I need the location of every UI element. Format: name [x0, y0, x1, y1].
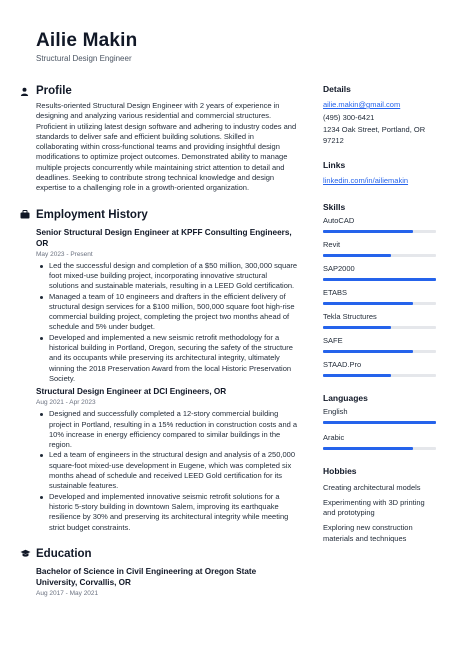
job-entry: [36, 386, 298, 533]
education-title: Education: [36, 547, 92, 560]
language-item: [323, 407, 436, 424]
profile-text: Results-oriented Structural Design Engineer with 2 years of experience in designing and analyzing various residential and commercial structures. Proficient in utilizing latest design software and adhering to industry codes and standards to deliver safe and efficient building solutions. Skilled in collaborating within cross-functional teams and providing insightful design modifications to optimize project outcomes. Demonstrated ability to manage multiple projects concurrently while maintaining strict attention to detail and deadlines. Seeking to contribute strong technical knowledge and design expertise to a challenging role in a growth-oriented organization.: [36, 101, 297, 193]
skill-name: ETABS: [323, 287, 348, 297]
job-bullets: [36, 261, 298, 385]
address: 1234 Oak Street, Portland, OR 97212: [323, 125, 426, 145]
skill-level-bar: [323, 302, 436, 305]
job-bullet: Designed and successfully completed a 12-story commercial building project in Portland, resulting in a 15% reduction in construction costs and a 10% increase in energy efficiency compared to similar buildings in the region.: [36, 409, 298, 450]
skill-level-bar: [323, 254, 436, 257]
hobby-item: Experimenting with 3D printing and prototyping: [323, 497, 425, 518]
hobby-item: Exploring new construction materials and techniques: [323, 523, 413, 543]
job-bullet: Managed a team of 10 engineers and drafters in the efficient delivery of structural design services for a $100 million, 500,000 square foot high-rise commercial building project, completing the project two months ahead of schedule and 5% under budget.: [36, 292, 298, 333]
employment-title: Employment History: [36, 208, 148, 221]
details-section: [323, 84, 436, 146]
skill-level-bar: [323, 230, 436, 233]
skill-name: STAAD.Pro: [323, 359, 362, 369]
skill-name: Tekla Structures: [323, 311, 377, 321]
languages-title: Languages: [323, 392, 368, 403]
profile-section: [20, 84, 298, 194]
language-item: [323, 433, 436, 450]
person-icon: [20, 87, 36, 96]
main-column: [20, 84, 298, 598]
skills-title: Skills: [323, 201, 346, 212]
languages-section: [323, 393, 436, 450]
skill-level-fill: [323, 326, 391, 329]
details-title: Details: [323, 84, 351, 94]
graduation-cap-icon: [20, 549, 36, 558]
briefcase-icon: [20, 210, 36, 219]
profile-heading: [20, 84, 298, 98]
employment-section: [20, 208, 298, 533]
job-entry: [36, 227, 298, 385]
skill-item: [323, 240, 436, 257]
linkedin-link[interactable]: linkedin.com/in/ailiemakin: [323, 176, 409, 185]
hobbies-section: [323, 466, 436, 544]
language-name: English: [323, 406, 348, 416]
candidate-role: Structural Design Engineer: [36, 54, 132, 63]
skill-level-bar: [323, 326, 436, 329]
job-date: Aug 2021 - Apr 2023: [36, 399, 96, 407]
skill-item: [323, 336, 436, 353]
employment-heading: [20, 208, 298, 222]
degree-title: Bachelor of Science in Civil Engineering at Oregon State University, Corvallis, OR: [36, 566, 257, 587]
education-entry: [36, 566, 298, 598]
language-name: Arabic: [323, 432, 345, 442]
skill-level-fill: [323, 302, 413, 305]
degree-date: Aug 2017 - May 2021: [36, 589, 99, 597]
resume-header: [36, 30, 137, 63]
skill-level-bar: [323, 350, 436, 353]
hobby-item: Creating architectural models: [323, 482, 421, 492]
skill-name: SAFE: [323, 335, 343, 345]
skill-item: [323, 216, 436, 233]
skill-level-bar: [323, 374, 436, 377]
phone-number: (495) 300-6421: [323, 112, 375, 122]
job-bullet: Led the successful design and completion of a $50 million, 300,000 square foot mixed-use building project, incorporating innovative structural solutions and sustainable materials, resulting in a LEED Gold certification.: [36, 261, 298, 292]
skill-item: [323, 360, 436, 377]
job-bullet: Led a team of engineers in the structural design and analysis of a 250,000 square-foot mixed-use development in Eugene, which was completed six months ahead of schedule and received LEED Gold certification for its sustainable features.: [36, 450, 298, 491]
skill-level-fill: [323, 230, 413, 233]
links-title: Links: [323, 160, 346, 170]
skill-item: [323, 288, 436, 305]
education-heading: [20, 547, 298, 561]
job-bullet: Developed and implemented innovative seismic retrofit solutions for a historic 5-story building in downtown Salem, improving its earthquake resilience by 30% and preserving its architectural integrity while meeting strict budget constraints.: [36, 492, 298, 533]
skill-name: SAP2000: [323, 263, 355, 273]
skill-level-bar: [323, 278, 436, 281]
language-level-fill: [323, 447, 413, 450]
language-level-bar: [323, 421, 436, 424]
skill-name: AutoCAD: [323, 215, 355, 225]
job-bullet: Developed and implemented a new seismic retrofit methodology for a historical building in Portland, Oregon, securing the safety of the structure and its occupants while preserving its architectural integrity, ultimately winning the 2018 Preservation Award from the local Historic Preservation Society.: [36, 333, 298, 384]
job-bullets: [36, 409, 298, 533]
candidate-name: Ailie Makin: [36, 30, 138, 51]
skill-item: [323, 312, 436, 329]
hobbies-title: Hobbies: [323, 465, 357, 476]
links-section: [323, 160, 436, 187]
job-title: Structural Design Engineer at DCI Engineers, OR: [36, 387, 227, 397]
skill-level-fill: [323, 350, 413, 353]
education-section: [20, 547, 298, 598]
job-date: May 2023 - Present: [36, 250, 93, 258]
language-level-bar: [323, 447, 436, 450]
skills-section: [323, 202, 436, 377]
skill-item: [323, 264, 436, 281]
email-link[interactable]: ailie.makin@gmail.com: [323, 100, 401, 109]
skill-level-fill: [323, 254, 391, 257]
job-title: Senior Structural Design Engineer at KPFF Consulting Engineers, OR: [36, 227, 292, 248]
skill-level-fill: [323, 374, 391, 377]
skill-level-fill: [323, 278, 436, 281]
sidebar-column: [323, 84, 436, 544]
skill-name: Revit: [323, 239, 341, 249]
language-level-fill: [323, 421, 436, 424]
profile-title: Profile: [36, 85, 72, 97]
